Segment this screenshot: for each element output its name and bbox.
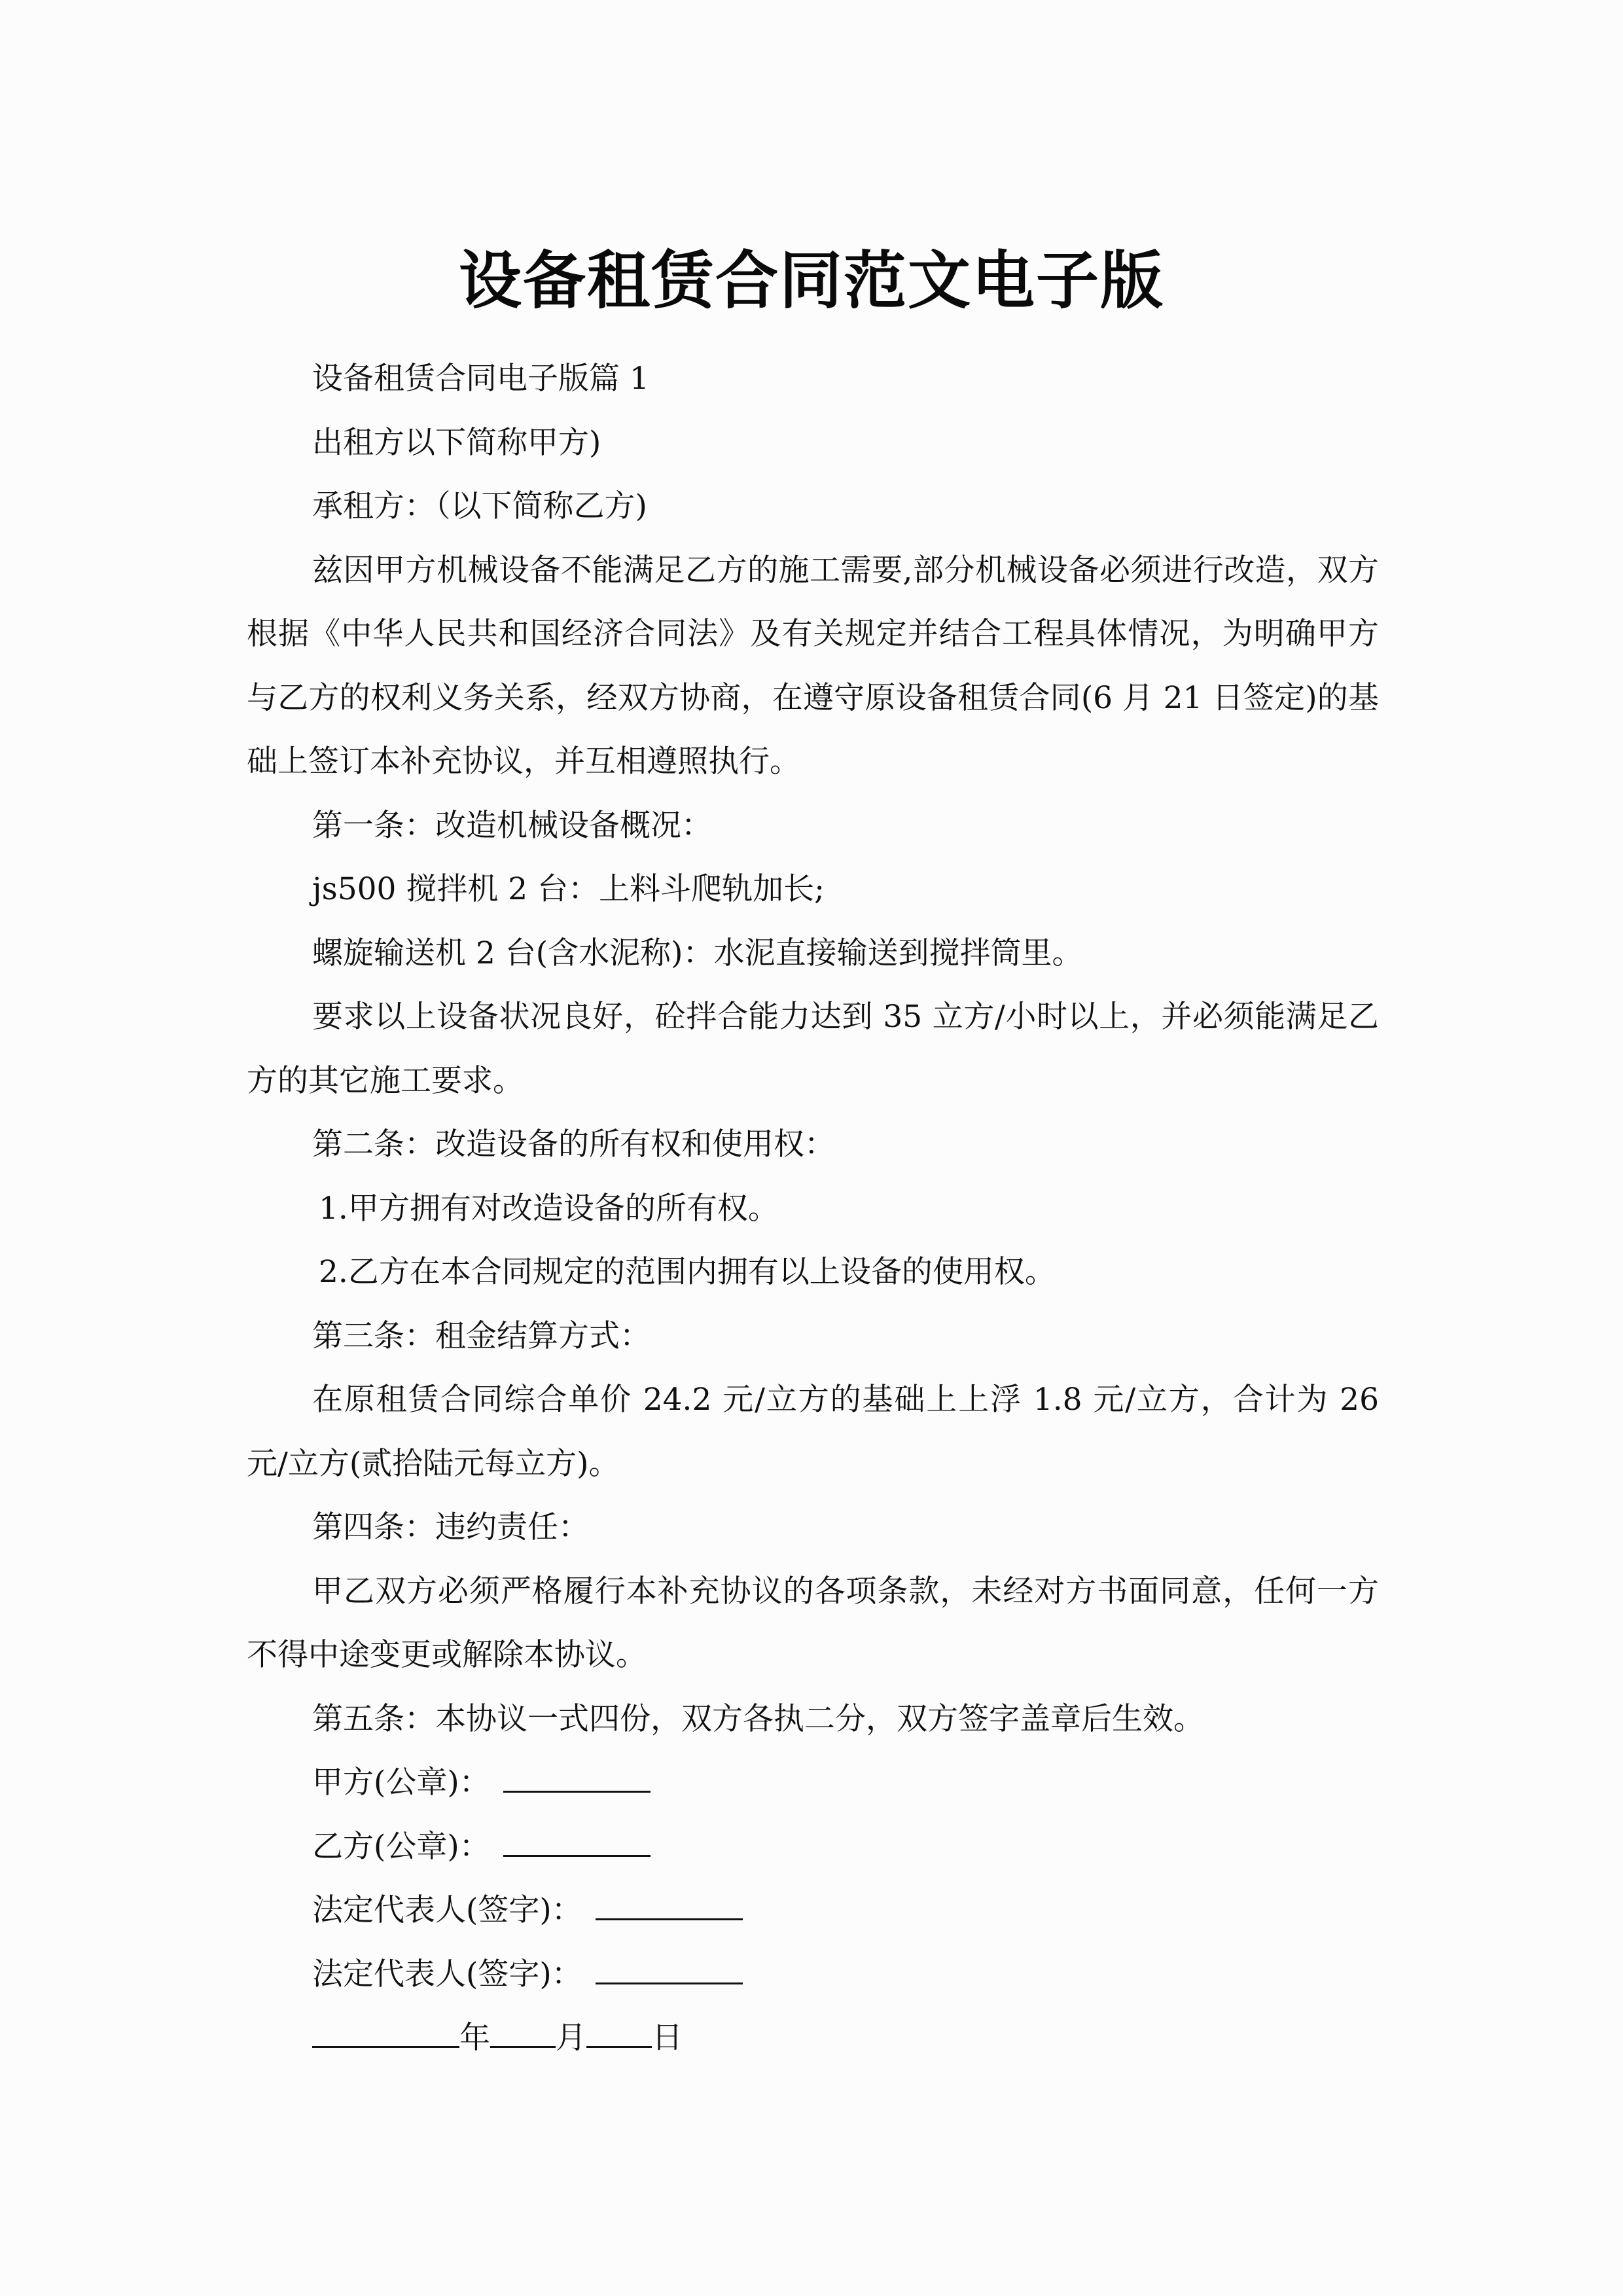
article-3-item: 在原租赁合同综合单价 24.2 元/立方的基础上上浮 1.8 元/立方，合计为 26 元/立方(贰拾陆元每立方)。 <box>247 1382 1379 1482</box>
legal-rep-1-blank[interactable] <box>596 1890 743 1920</box>
legal-rep-2-blank[interactable] <box>596 1954 743 1984</box>
legal-rep-2-row <box>247 1943 1379 2007</box>
article-4-item: 甲乙双方必须严格履行本补充协议的各项条款，未经对方书面同意，任何一方不得中途变更或解除本协议。 <box>247 1573 1379 1673</box>
document-body <box>247 347 1379 2070</box>
party-a-seal-blank[interactable] <box>503 1762 651 1793</box>
party-a-seal-row <box>247 1751 1379 1815</box>
article-2-item: 2.乙方在本合同规定的范围内拥有以上设备的使用权。 <box>319 1254 1056 1290</box>
party-b-seal-label: 乙方(公章)： <box>312 1828 490 1865</box>
date-day-blank[interactable] <box>586 2017 652 2048</box>
date-month-blank[interactable] <box>490 2017 556 2048</box>
document-title: 设备租赁合同范文电子版 <box>459 243 1164 318</box>
party-b-seal-row <box>247 1815 1379 1879</box>
date-month-label: 月 <box>556 2020 586 2056</box>
legal-rep-1-label: 法定代表人(签字)： <box>312 1892 582 1928</box>
party-a-seal-label: 甲方(公章)： <box>312 1765 490 1801</box>
party-b-seal-blank[interactable] <box>503 1826 651 1857</box>
article-4-heading: 第四条：违约责任： <box>312 1509 589 1545</box>
date-day-label: 日 <box>652 2020 683 2056</box>
article-1-item: js500 搅拌机 2 台：上料斗爬轨加长; <box>312 871 825 907</box>
article-1-heading: 第一条：改造机械设备概况： <box>312 807 712 844</box>
article-2-heading: 第二条：改造设备的所有权和使用权： <box>312 1126 835 1162</box>
article-5-heading: 第五条：本协议一式四份，双方各执二分，双方签字盖章后生效。 <box>312 1700 1204 1737</box>
date-year-blank[interactable] <box>312 2017 459 2048</box>
date-row <box>247 2006 1379 2070</box>
legal-rep-1-row <box>247 1878 1379 1943</box>
article-2-item: 1.甲方拥有对改造设备的所有权。 <box>319 1190 779 1227</box>
legal-rep-2-label: 法定代表人(签字)： <box>312 1956 582 1992</box>
lessor-line: 出租方以下简称甲方) <box>312 424 601 461</box>
article-1-item: 要求以上设备状况良好，砼拌合能力达到 35 立方/小时以上，并必须能满足乙方的其它施工要求。 <box>247 999 1379 1099</box>
section-heading: 设备租赁合同电子版篇 1 <box>312 361 649 397</box>
date-year-label: 年 <box>459 2020 490 2056</box>
lessee-line: 承租方：（以下简称乙方) <box>312 488 647 524</box>
article-3-heading: 第三条：租金结算方式： <box>312 1318 651 1354</box>
article-1-item: 螺旋输送机 2 台(含水泥称)：水泥直接输送到搅拌筒里。 <box>312 935 1083 971</box>
intro-paragraph: 兹因甲方机械设备不能满足乙方的施工需要,部分机械设备必须进行改造，双方根据《中华人民共和国经济合同法》及有关规定并结合工程具体情况，为明确甲方与乙方的权利义务关系，经双方协商，在遵守原设备租赁合同(6 月 21 日签定)的基础上签订本补充协议，并互相遵照执行。 <box>247 552 1379 780</box>
